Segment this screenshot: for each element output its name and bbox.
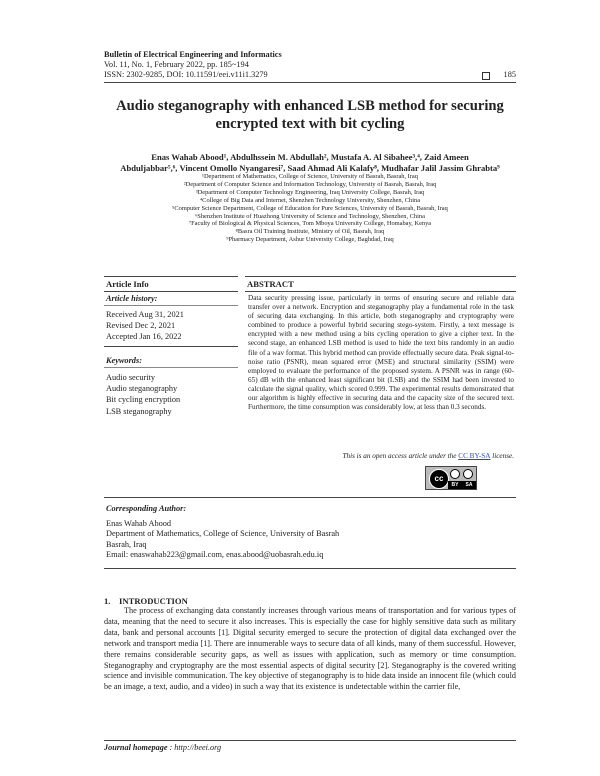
homepage-url[interactable]: : http://beei.org [169,743,222,752]
affiliation-5: ⁵Computer Science Department, College of Education for Pure Sciences, University of Basrah, Basrah, Iraq [172,204,448,212]
license-link[interactable]: CC BY-SA [458,452,491,460]
accepted-date: Accepted Jan 16, 2022 [106,332,182,342]
by-label: BY [451,482,459,488]
open-access-prefix: This is an open access article under the [342,452,459,460]
open-access-note [248,452,514,460]
corresponding-author-block [106,519,339,561]
sa-label: SA [465,482,473,488]
received-date: Received Aug 31, 2021 [106,310,184,319]
affiliation-list [104,173,516,244]
article-history [106,309,184,343]
affiliation-6: ⁶Shenzhen Institute of Huazhong University of Science and Technology, Shenzhen, China [195,212,425,220]
history-rule [104,305,238,306]
footer-rule [104,740,516,741]
journal-homepage-footer [104,743,221,752]
share-alike-icon [463,469,473,479]
authors-line-2: Abduljabbar⁵,⁶, Vincent Omollo Nyangaresi⁷, Saad Ahmad Ali Kalafy⁸, Mudhafar Jalil Jassim Ghrabta⁹ [120,162,500,173]
square-bullet-icon [482,72,490,80]
attribution-person-icon [450,469,460,479]
keyword-item: Audio steganography [106,384,178,394]
corresponding-email: Email: enaswahab223@gmail.com, enas.abood@uobasrah.edu.iq [106,550,324,560]
introduction-text: The process of exchanging data constantly increases through various means of transportation and for various types of data, meaning that the need to secure it also increases. This is especially the case for highly sensitive data such as military data, bank and personal accounts [1]. Digital security emerged to secure the protection of digital data exchanged over the network and transport media [1]. There are innumerable ways to secure data of all kinds, many of them successful. However, there remains considerable security gaps, as well as issues with application, such as memory or time consumption. Steganography and cryptography are the most essential aspects of digital security [2]. Steganography is the covered writing science and invisible communication. The key objective of steganography is to hide data inside an innocent file (which could be an image, a text, audio, and a video) in such a way that its existence is undetectable within the carrier file, [104,606,516,692]
affiliation-4: ⁴College of Big Data and Internet, Shenzhen Technology University, Shenzhen, China [199,196,421,204]
affiliation-3: ³Department of Computer Technology Engineering, Iraq University College, Basrah, Iraq [195,188,425,196]
open-access-suffix: license. [490,452,514,460]
paper-title: Audio steganography with enhanced LSB method for securing encrypted text with bit cycling [116,98,504,132]
affiliation-7: ⁷Faculty of Biological & Physical Sciences, Tom Mboya University College, Homabay, Kenya [188,220,432,228]
homepage-label: Journal homepage [104,743,168,752]
abstract-heading: ABSTRACT [245,276,516,292]
journal-name: Bulletin of Electrical Engineering and Informatics [104,50,282,59]
corresponding-city: Basrah, Iraq [106,539,147,549]
author-list [104,152,516,173]
introduction-heading: 1. INTRODUCTION [104,596,188,606]
article-info-heading: Article Info [104,276,238,292]
keyword-item: LSB steganography [106,406,172,416]
authors-line-1: Enas Wahab Abood¹, Abdulhssein M. Abdullah², Mustafa A. Al Sibahee³,⁴, Zaid Ameen [151,152,469,162]
section-rule [104,497,516,498]
issn-doi-line: ISSN: 2302-9285, DOI: 10.11591/eei.v11i1.3279 [104,70,268,80]
corresponding-author-heading: Corresponding Author: [106,504,187,513]
license-band [448,481,476,489]
corresponding-department: Department of Mathematics, College of Science, University of Basrah [106,529,340,539]
corresponding-name: Enas Wahab Abood [106,519,172,528]
page-number: 185 [503,70,516,80]
affiliation-1: ¹Department of Mathematics, College of Science, University of Basrah, Basrah, Iraq [202,173,418,180]
keywords-heading: Keywords: [106,356,142,365]
header-rule [104,82,516,83]
cc-logo-icon: cc [429,469,449,489]
affiliation-2: ²Department of Computer Science and Information Technology, University of Basrah, Basrah, Iraq [183,180,437,188]
keyword-item: Audio security [106,373,156,382]
abstract-text: Data security pressing issue, particularly in terms of ensuring secure and reliable data transfer over a network. Encryption and steganography play a fundamental role in the task of securing data exchanging. In this article, both steganography and cryptography were combined to produce a powerful hybrid securing stego-system. Firstly, a text message is encrypted with a new method using a bits cycling operation to give a cipher text. In the second stage, an enhanced LSB method is used to hide the text bits randomly in an audio file of a wav format. This hybrid method can provide effectually secure data. Peak signal-to-noise ratio (PSNR), mean squared error (MSE) and structural similarity (SSIM) were employed to evaluate the performance of the proposed system. A PSNR was in range (60-65) dB with the enhanced least significant bit (LSB) and the SSIM had been invested to calculate the signal quality, which scored 0.999. The experimental results demonstrated that our algorithm is highly effective in securing data and the capacity size of the secured text. Furthermore, the time consumption was considerably low, at less than 0.3 seconds. [248,294,514,412]
keywords-rule [104,367,238,368]
keyword-item: Bit cycling encryption [106,395,181,405]
affiliation-8: ⁸Basra Oil Training Institute, Ministry of Oil, Basrah, Iraq [235,228,385,236]
running-header [104,50,516,81]
history-end-rule [104,346,238,347]
affiliation-9: ⁹Pharmacy Department, Ashur University College, Baghdad, Iraq [226,236,394,244]
cc-by-sa-badge[interactable] [425,466,477,490]
keyword-list [106,372,180,417]
revised-date: Revised Dec 2, 2021 [106,321,176,331]
volume-line: Vol. 11, No. 1, February 2022, pp. 185~194 [104,60,249,70]
section-end-rule [104,568,516,569]
article-history-heading: Article history: [106,294,158,303]
